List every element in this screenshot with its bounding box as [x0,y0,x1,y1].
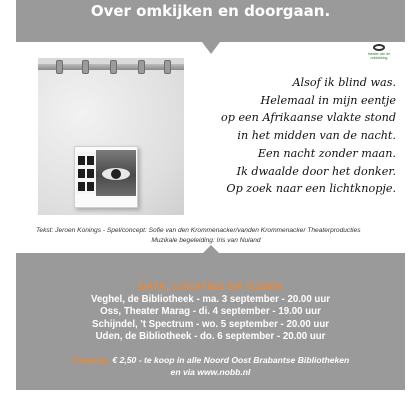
window-icon [76,152,96,194]
poem-line: Ik dwaalde door het donker. [236,164,396,178]
poem-line: Helemaal in mijn eentje [260,93,396,107]
eye-icon [373,44,385,51]
event-row: Uden, de Bibliotheek - do. 6 september - 20.00 uur [95,331,326,343]
logo-text: theater van de ontdekking [367,52,391,60]
poem [208,74,396,198]
credits [36,226,406,246]
admission-text: € 2,50 - te koop in alle Noord Oost Brabantse Bibliotheken [110,355,350,365]
poem-line: op een Afrikaanse vlakte stond [220,111,396,125]
poem-line: in het midden van de nacht. [237,129,396,143]
header-notch [202,42,220,54]
poem-line: Een nacht zonder maan. [257,146,396,160]
event-row: Oss, Theater Marag - di. 4 september - 19.00 uur [100,306,321,318]
admission-website[interactable]: en via www.nobb.nl [170,367,251,377]
page-title: Over omkijken en doorgaan. [90,2,331,20]
schedule-heading: DATA, LOCATIES EN TIJDEN [138,282,283,293]
eye-image [96,150,136,196]
credits-line: Muzikale begeleiding: Iris van Nuland [151,237,261,244]
event-row: Schijndel, 't Spectrum - wo. 5 september - 20.00 uur [91,318,330,330]
admission-label: Toegang: [71,355,111,365]
header-band [16,0,405,42]
event-row: Veghel, de Bibliotheek - ma. 3 september - 20.00 uur [90,294,331,305]
poem-line: Alsof ik blind was. [292,76,396,89]
poem-line: Op zoek naar een lichtknopje. [226,182,396,196]
theater-logo [364,44,394,62]
flyer-page [16,0,405,400]
credits-line: Tekst: Jeroen Konings - Spel/concept: Sofie van den Krommenacker/vanden Krommenacker Theaterproducties [36,227,361,234]
admission-info [16,354,405,378]
poster-photo [38,58,184,215]
event-list [16,294,405,344]
